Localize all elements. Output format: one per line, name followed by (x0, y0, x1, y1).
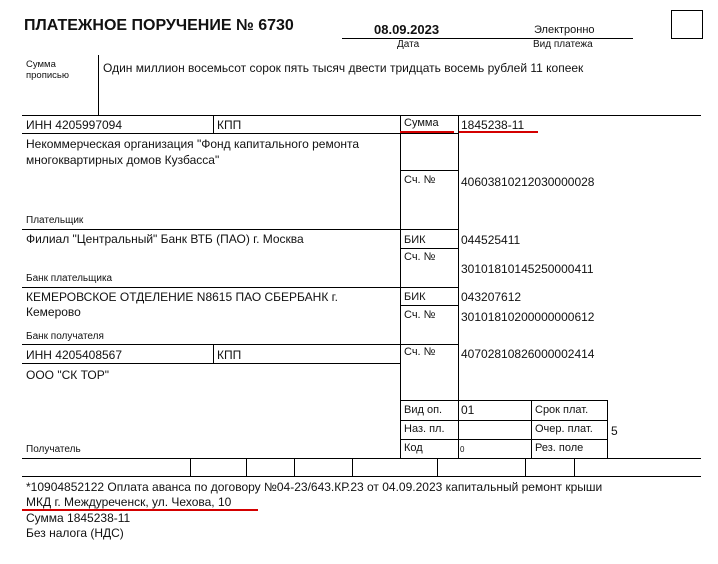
grid-line (531, 400, 532, 458)
grid-line (22, 229, 458, 230)
form-code-box (671, 10, 703, 39)
payer-kpp-label: КПП (217, 118, 242, 132)
grid-line (400, 439, 608, 440)
date-label: Дата (397, 39, 420, 50)
payee-bank-account-label: Сч. № (404, 309, 436, 321)
kod-value: 0 (460, 445, 465, 454)
amount-words-divider (98, 55, 99, 115)
grid-line (213, 344, 214, 363)
amount-words-label-2: прописью (26, 70, 69, 81)
rez-pole-label: Рез. поле (535, 442, 584, 454)
payer-inn: ИНН 4205997094 (26, 118, 123, 132)
payee-kpp-label: КПП (217, 348, 242, 362)
payee-bank-bik-label: БИК (404, 291, 426, 303)
ocher-plat-value: 5 (611, 424, 618, 438)
grid-line (294, 458, 295, 476)
grid-line (22, 287, 458, 288)
purpose-line-4: Без налога (НДС) (26, 526, 124, 540)
grid-line (22, 344, 458, 345)
payee-bank-label: Банк получателя (26, 331, 104, 342)
amount-words-text: Один миллион восемьсот сорок пять тысяч двести тридцать восемь рублей 11 копеек (103, 61, 584, 75)
grid-line (352, 458, 353, 476)
srok-plat-label: Срок плат. (535, 404, 589, 416)
vid-op-value: 01 (461, 403, 475, 417)
grid-line (22, 115, 701, 116)
payee-account-label: Сч. № (404, 346, 436, 358)
payee-inn: ИНН 4205408567 (26, 348, 123, 362)
payment-type-label: Вид платежа (533, 39, 593, 50)
amount-words-label: Сумма (26, 59, 56, 70)
purpose-line-2: МКД г. Междуреченск, ул. Чехова, 10 (26, 495, 232, 509)
grid-line (607, 400, 608, 458)
payer-bank-bik: 044525411 (461, 233, 521, 247)
payer-account-label: Сч. № (404, 174, 436, 186)
grid-line (22, 363, 401, 364)
grid-line (458, 115, 459, 458)
grid-line (400, 420, 608, 421)
grid-line (400, 133, 458, 134)
grid-line (437, 458, 438, 476)
kod-label: Код (404, 442, 423, 454)
payee-bank-bik: 043207612 (461, 290, 522, 304)
amount-label: Сумма (404, 117, 439, 129)
payee-name: ООО "СК ТОР" (26, 368, 109, 382)
grid-line (22, 476, 701, 477)
naz-pl-label: Наз. пл. (404, 423, 445, 435)
payer-bank-label: Банк плательщика (26, 273, 113, 284)
grid-line (400, 248, 458, 249)
payer-label: Плательщик (26, 215, 84, 226)
payer-name: Некоммерческая организация "Фонд капитального ремонта (26, 137, 360, 151)
date-underline (342, 38, 497, 39)
payer-bank-bik-label: БИК (404, 234, 426, 246)
grid-line (190, 458, 191, 476)
purpose-line-1: *10904852122 Оплата аванса по договору №04-23/643.КР.23 от 04.09.2023 капитальный ремонт крыши (26, 480, 603, 494)
payee-bank-account: 30101810200000000612 (461, 310, 595, 324)
grid-line (400, 400, 608, 401)
grid-line (525, 458, 526, 476)
vid-op-label: Вид оп. (404, 404, 443, 416)
payer-name-2: многоквартирных домов Кузбасса" (26, 153, 220, 167)
payee-bank-name-2: Кемерово (26, 305, 81, 319)
payer-account: 40603810212030000028 (461, 175, 595, 189)
payer-bank-account-label: Сч. № (404, 251, 436, 263)
document-date: 08.09.2023 (374, 22, 440, 37)
payment-type: Электронно (534, 24, 595, 36)
amount-value-underline (459, 131, 538, 133)
grid-line (22, 458, 701, 459)
grid-line (400, 170, 458, 171)
document-title: ПЛАТЕЖНОЕ ПОРУЧЕНИЕ № 6730 (24, 17, 294, 34)
ocher-plat-label: Очер. плат. (535, 423, 593, 435)
amount-label-underline (400, 131, 454, 133)
grid-line (22, 133, 401, 134)
payer-bank-name: Филиал "Центральный" Банк ВТБ (ПАО) г. Москва (26, 232, 304, 246)
payee-label: Получатель (26, 444, 81, 455)
payee-account: 40702810826000002414 (461, 347, 595, 361)
amount-value: 1845238-11 (461, 118, 525, 132)
grid-line (574, 458, 575, 476)
grid-line (400, 305, 458, 306)
payee-bank-name: КЕМЕРОВСКОЕ ОТДЕЛЕНИЕ N8615 ПАО СБЕРБАНК г. (26, 290, 338, 304)
grid-line (246, 458, 247, 476)
payer-bank-account: 30101810145250000411 (461, 262, 594, 276)
purpose-line-3: Сумма 1845238-11 (26, 511, 131, 525)
grid-line (213, 115, 214, 133)
